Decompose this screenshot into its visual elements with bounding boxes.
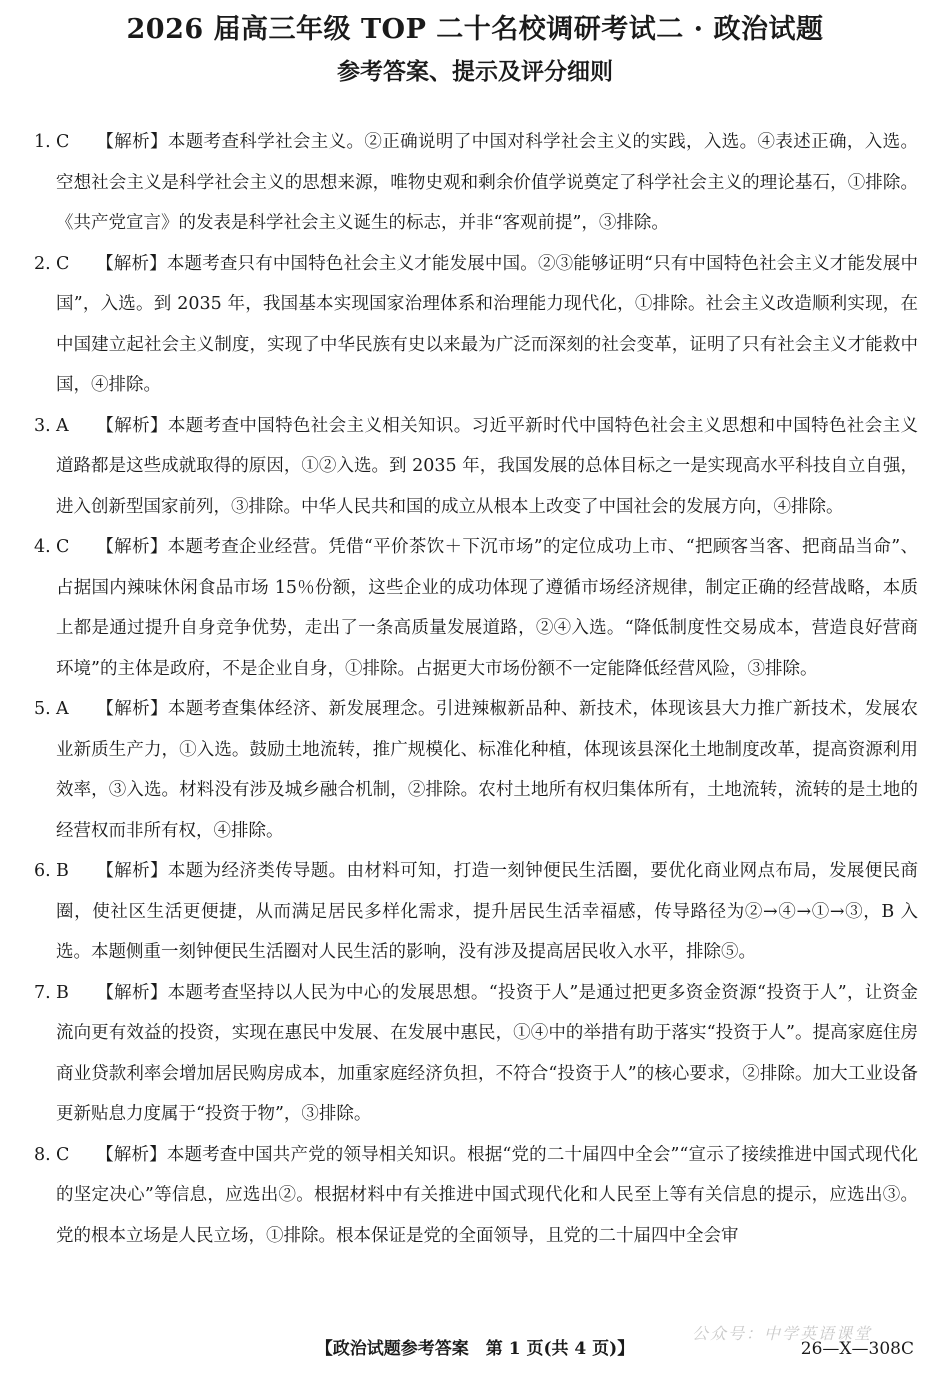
question-number: 7. <box>34 982 51 1003</box>
explanation-text: 【解析】本题考查坚持以人民为中心的发展思想。“投资于人”是通过把更多资金资源“投资于人”，让资金流向更有效益的投资，实现在惠民中发展、在发展中惠民，①④中的举措有助于落实“投资于人”。提高家庭住房商业贷款利率会增加居民购房成本，加重家庭经济负担，不符合“投资于人”的核心要求，②排除。加大工业设备更新贴息力度属于“投资于物”，③排除。 <box>56 982 918 1124</box>
watermark-text: 公众号：中学英语课堂 <box>691 1324 872 1343</box>
question-number: 1. <box>34 132 51 152</box>
answer-item-2 <box>34 244 918 406</box>
explanation-text: 【解析】本题考查集体经济、新发展理念。引进辣椒新品种、新技术，体现该县大力推广新技术，发展农业新质生产力，①入选。鼓励土地流转，推广规模化、标准化种植，体现该县深化土地制度改革，提高资源利用效率，③入选。材料没有涉及城乡融合机制，②排除。农村土地所有权归集体所有，土地流转，流转的是土地的经营权而非所有权，④排除。 <box>56 699 918 841</box>
question-number: 3. <box>34 415 51 436</box>
page-title: 2026 届高三年级 TOP 二十名校调研考试二 · 政治试题 <box>126 14 824 45</box>
answer-item-3 <box>34 406 918 528</box>
question-number: 2. <box>34 253 51 274</box>
question-number: 8. <box>34 1144 51 1165</box>
answer-choice: A <box>56 699 69 719</box>
answer-choice: B <box>56 861 69 881</box>
answer-choice: C <box>56 253 70 274</box>
footer-page-info: 【政治试题参考答案 第 1 页(共 4 页)】 <box>315 1339 635 1359</box>
explanation-text: 【解析】本题考查中国特色社会主义相关知识。习近平新时代中国特色社会主义思想和中国特色社会主义道路都是这些成就取得的原因，①②入选。到 2035 年，我国发展的总体目标之一是实现高水平科技自立自强，进入创新型国家前列，③排除。中华人民共和国的成立从根本上改变了中国社会的发展方向，④排除。 <box>56 415 918 517</box>
answer-list <box>34 122 918 1256</box>
footer-exam-code: 26—X—308C <box>800 1339 914 1359</box>
explanation-text: 【解析】本题考查只有中国特色社会主义才能发展中国。②③能够证明“只有中国特色社会主义才能发展中国”，入选。到 2035 年，我国基本实现国家治理体系和治理能力现代化，①排除。社会主义改造顺利实现，在中国建立起社会主义制度，实现了中华民族有史以来最为广泛而深刻的社会变革，证明了只有社会主义才能救中国，④排除。 <box>56 253 918 395</box>
explanation-text: 【解析】本题考查中国共产党的领导相关知识。根据“党的二十届四中全会”“宣示了接续推进中国式现代化的坚定决心”等信息，应选出②。根据材料中有关推进中国式现代化和人民至上等有关信息的提示，应选出③。党的根本立场是人民立场，①排除。根本保证是党的全面领导，且党的二十届四中全会审 <box>56 1144 918 1246</box>
answer-choice: A <box>56 415 69 436</box>
explanation-text: 【解析】本题考查科学社会主义。②正确说明了中国对科学社会主义的实践，入选。④表述正确，入选。空想社会主义是科学社会主义的思想来源，唯物史观和剩余价值学说奠定了科学社会主义的理论基石，①排除。《共产党宣言》的发表是科学社会主义诞生的标志，并非“客观前提”，③排除。 <box>56 132 918 233</box>
answer-choice: C <box>56 132 70 152</box>
answer-choice: C <box>56 1144 70 1165</box>
question-number: 4. <box>34 537 51 557</box>
answer-item-6 <box>34 851 918 973</box>
answer-choice: C <box>56 537 70 557</box>
page-footer <box>0 1334 950 1364</box>
answer-item-4 <box>34 527 918 689</box>
question-number: 6. <box>34 861 51 881</box>
answer-choice: B <box>56 982 69 1003</box>
question-number: 5. <box>34 699 51 719</box>
answer-item-1 <box>34 122 918 244</box>
answer-item-5 <box>34 689 918 851</box>
explanation-text: 【解析】本题考查企业经营。凭借“平价茶饮＋下沉市场”的定位成功上市、“把顾客当客、把商品当命”、占据国内辣味休闲食品市场 15％份额，这些企业的成功体现了遵循市场经济规律，制定正确的经营战略，本质上都是通过提升自身竞争优势，走出了一条高质量发展道路，②④入选。“降低制度性交易成本，营造良好营商环境”的主体是政府，不是企业自身，①排除。占据更大市场份额不一定能降低经营风险，③排除。 <box>56 537 918 679</box>
page-subtitle: 参考答案、提示及评分细则 <box>337 58 613 85</box>
answer-item-8 <box>34 1135 918 1257</box>
answer-item-7 <box>34 973 918 1135</box>
explanation-text: 【解析】本题为经济类传导题。由材料可知，打造一刻钟便民生活圈，要优化商业网点布局，发展便民商圈，使社区生活更便捷，从而满足居民多样化需求，提升居民生活幸福感，传导路径为②→④→①→③，B 入选。本题侧重一刻钟便民生活圈对人民生活的影响，没有涉及提高居民收入水平，排除⑤。 <box>56 861 918 962</box>
